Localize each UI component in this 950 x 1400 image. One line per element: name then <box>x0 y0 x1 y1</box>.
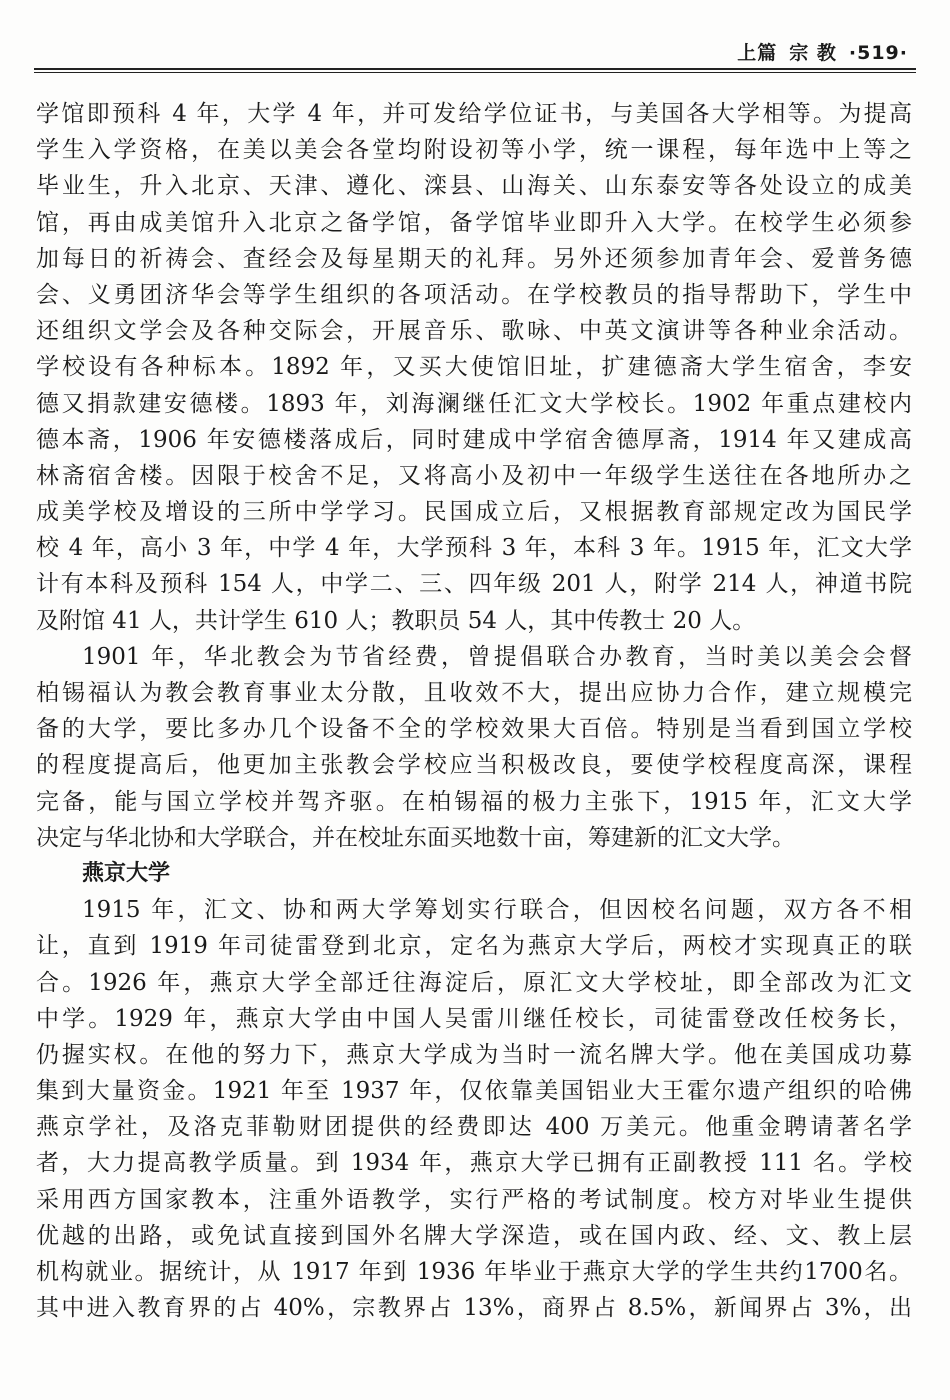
text-line: 会、义勇团济华会等学生组织的各项活动。在学校教员的指导帮助下，学生中 <box>36 281 912 308</box>
header-section: 上篇 <box>737 42 778 64</box>
text-line: 及附馆 41 人，共计学生 610 人；教职员 54 人，其中传教士 20 人。 <box>36 607 756 634</box>
header-text <box>737 38 908 65</box>
text-line: 机构就业。据统计，从 1917 年到 1936 年毕业于燕京大学的学生共约1700名。 <box>36 1259 912 1285</box>
text-line: 1901 年，华北教会为节省经费，曾提倡联合办教育，当时美以美会会督 <box>82 643 912 670</box>
text-line: 中学。1929 年，燕京大学由中国人吴雷川继任校长，司徒雷登改任校务长， <box>36 1005 912 1032</box>
page-number: ·519· <box>848 42 908 64</box>
text-line: 校 4 年，高小 3 年，中学 4 年，大学预科 3 年，本科 3 年。1915 年，汇文大学 <box>36 535 912 562</box>
text-line: 让，直到 1919 年司徒雷登到北京，定名为燕京大学后，两校才实现真正的联 <box>36 933 912 960</box>
header-rule-thick <box>34 68 916 70</box>
text-line: 其中进入教育界的占 40%，宗教界占 13%，商界占 8.5%，新闻界占 3%，出 <box>36 1295 912 1322</box>
text-line: 燕京学社，及洛克菲勒财团提供的经费即达 400 万美元。他重金聘请著名学 <box>36 1114 912 1141</box>
text-line: 仍握实权。在他的努力下，燕京大学成为当时一流名牌大学。他在美国成功募 <box>36 1041 912 1068</box>
text-line: 馆，再由成美馆升入北京之备学馆，备学馆毕业即升入大学。在校学生必须参 <box>36 209 912 236</box>
text-line: 柏锡福认为教会教育事业太分散，且收效不大，提出应协力合作，建立规模完 <box>36 680 912 706</box>
header-chapter: 宗 教 <box>789 42 837 64</box>
text-line: 学校设有各种标本。1892 年，又买大使馆旧址，扩建德斋大学生宿舍，李安 <box>36 354 912 381</box>
text-line: 还组织文学会及各种交际会，开展音乐、歌咏、中英文演讲等各种业余活动。 <box>36 318 912 345</box>
text-line: 加每日的祈祷会、査经会及每星期天的礼拜。另外还须参加青年会、爱普务德 <box>36 245 912 272</box>
text-line: 毕业生，升入北京、天津、遵化、滦县、山海关、山东泰安等各处设立的成美 <box>36 173 912 200</box>
text-line: 采用西方国家教本，注重外语教学，实行严格的考试制度。校方对毕业生提供 <box>36 1186 912 1213</box>
text-line: 备的大学，要比多办几个设备不全的学校效果大百倍。特别是当看到国立学校 <box>36 716 912 743</box>
text-line: 计有本科及预科 154 人，中学二、三、四年级 201 人，附学 214 人，神道书院 <box>36 571 912 598</box>
text-line: 的程度提高后，他更加主张教会学校应当积极改良，要使学校程度高深，课程 <box>36 752 912 779</box>
text-line: 德本斋，1906 年安德楼落成后，同时建成中学宿舍德厚斋，1914 年又建成高 <box>36 426 912 453</box>
text-line: 集到大量资金。1921 年至 1937 年，仅依靠美国铝业大王霍尔遗产组织的哈佛 <box>36 1078 912 1105</box>
text-line: 学馆即预科 4 年，大学 4 年，并可发给学位证书，与美国各大学相等。为提高 <box>36 101 912 127</box>
header-rule-thin <box>34 72 916 73</box>
text-line: 合。1926 年，燕京大学全部迁往海淀后，原汇文大学校址，即全部改为汇文 <box>36 969 912 996</box>
text-line: 决定与华北协和大学联合，并在校址东面买地数十亩，筹建新的汇文大学。 <box>36 824 795 851</box>
running-header <box>34 30 916 66</box>
body-text <box>36 96 912 1326</box>
text-line: 完备，能与国立学校并驾齐驱。在柏锡福的极力主张下，1915 年，汇文大学 <box>36 788 912 815</box>
text-line: 者，大力提高教学质量。到 1934 年，燕京大学已拥有正副教授 111 名。学校 <box>36 1150 912 1177</box>
section-heading: 燕京大学 <box>82 860 171 886</box>
text-line: 成美学校及增设的三所中学学习。民国成立后，又根据教育部规定改为国民学 <box>36 499 912 526</box>
text-line: 德又捐款建安德楼。1893 年，刘海澜继任汇文大学校长。1902 年重点建校内 <box>36 390 912 417</box>
text-line: 学生入学资格，在美以美会各堂均附设初等小学，统一课程，每年选中上等之 <box>36 137 912 164</box>
text-line: 优越的出路，或免试直接到国外名牌大学深造，或在国内政、经、文、教上层 <box>36 1222 912 1249</box>
text-line: 1915 年，汇文、协和两大学筹划实行联合，但因校名问题，双方各不相 <box>82 897 912 924</box>
text-line: 林斋宿舍楼。因限于校舍不足，又将高小及初中一年级学生送往在各地所办之 <box>36 462 912 489</box>
